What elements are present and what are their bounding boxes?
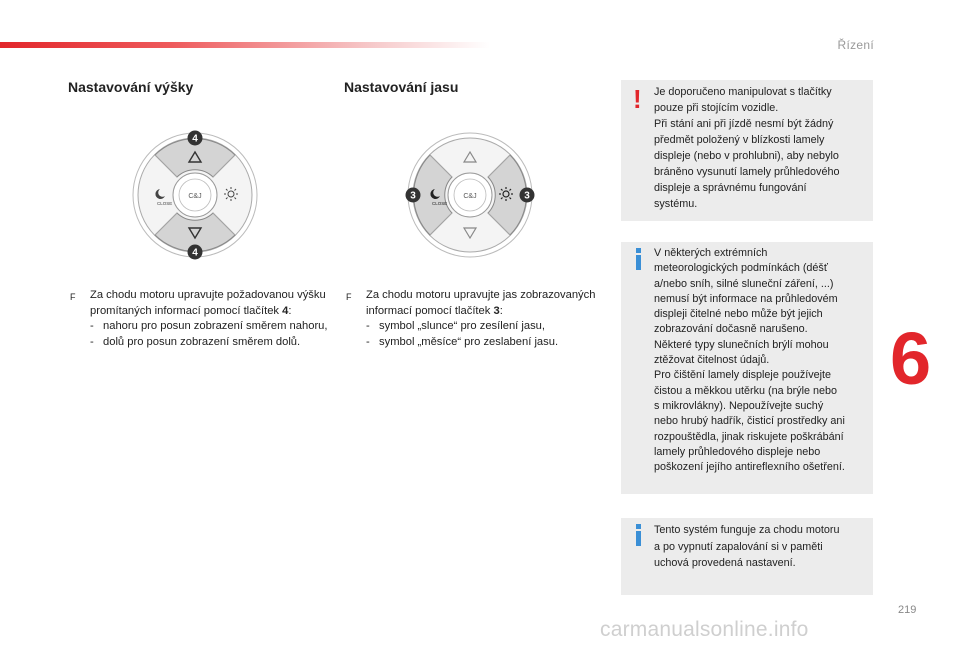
warning-icon: ! <box>633 84 642 114</box>
svg-text:3: 3 <box>524 190 530 202</box>
height-instruction-down: - dolů pro posun zobrazení směrem dolů. <box>90 335 301 348</box>
height-control-diagram <box>130 130 260 260</box>
close-label: CLOSE <box>432 201 448 206</box>
info-icon <box>633 524 643 550</box>
height-instruction-main: F Za chodu motoru upravujte požadovanou výšku promítaných informací pomocí tlačítek 4: <box>70 289 326 317</box>
svg-text:4: 4 <box>192 133 198 145</box>
close-label: CLOSE <box>157 201 173 206</box>
info-note-weather <box>621 242 873 494</box>
section-name: Řízení <box>837 38 874 52</box>
brightness-instruction-moon: - symbol „měsíce“ pro zeslabení jasu. <box>366 335 559 348</box>
watermark: carmanualsonline.info <box>600 618 809 641</box>
height-instructions <box>70 288 330 350</box>
header-accent-bar <box>0 42 490 48</box>
svg-text:3: 3 <box>410 190 416 202</box>
brightness-instruction-main: F Za chodu motoru upravujte jas zobrazovaných informací pomocí tlačítek 3: <box>346 289 596 317</box>
brightness-control-diagram <box>405 130 535 260</box>
info-note-memory-text: Tento systém funguje za chodu motoru a po vypnutí zapalování si v paměti uchová provedená nastavení. <box>654 524 840 569</box>
brightness-instruction-sun: - symbol „slunce“ pro zesílení jasu, <box>366 320 546 332</box>
chapter-number: 6 <box>890 317 932 400</box>
page-number: 219 <box>898 604 917 616</box>
brightness-section-title: Nastavování jasu <box>344 79 459 95</box>
center-label: C&J <box>188 193 202 200</box>
info-icon <box>633 248 643 274</box>
info-note-weather-text: V některých extrémních meteorologických podmínkách (déšť a/nebo sníh, silné sluneční záření, ...) nemusí být informace na průhledovém displeji čitelné nebo může být jejich zobrazování dočasně narušeno. Některé typy slunečních brýlí mohou ztěžovat čitelnost údajů. Pro čištění lamely displeje používejte čistou a měkkou utěrku (na brýle nebo s mikrovlákny). Nepoužívejte suchý nebo hrubý hadřík, čisticí prostředky ani rozpouštědla, jinak riskujete poškrábání lamely průhledového displeje nebo poškození jejího antireflexního ošetření. <box>654 247 845 474</box>
svg-text:4: 4 <box>192 247 198 259</box>
warning-note <box>621 80 873 221</box>
center-label: C&J <box>463 193 477 200</box>
bullet-icon: F <box>70 292 76 302</box>
brightness-instructions <box>346 288 611 350</box>
height-instruction-up: - nahoru pro posun zobrazení směrem nahoru, <box>90 320 328 332</box>
height-section-title: Nastavování výšky <box>68 79 194 95</box>
info-note-memory <box>621 518 873 595</box>
warning-note-text: Je doporučeno manipulovat s tlačítky pouze při stojícím vozidle. Při stání ani při jízdě nesmí být žádný předmět položený v blízkosti lamely displeje (nebo v prohlubni), aby nebylo bráněno vysunutí lamely průhledového displeje a správnému fungování systému. <box>654 86 840 210</box>
bullet-icon: F <box>346 292 352 302</box>
